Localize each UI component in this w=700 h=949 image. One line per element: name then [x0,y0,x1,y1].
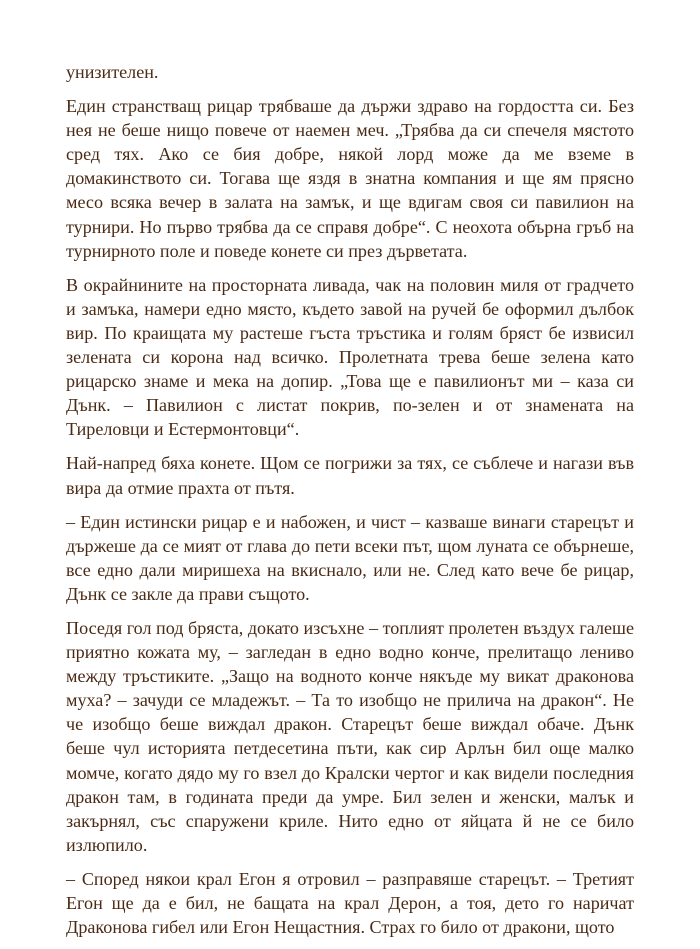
paragraph-3: В окрайнините на просторната ливада, чак на половин миля от градчето и замъка, намери едно място, където завой на ручей бе оформил дълбок вир. По краищата му растеше гъста тръстика и голям бряст бе извисил зелената си корона над всичко. Пролетната трева беше зелена като рицарско знаме и мека на допир. „Това ще е павилионът ми – каза си Дънк. – Павилион с листат покрив, по-зелен и от знамената на Тиреловци и Естермонтовци“. [66,274,634,440]
paragraph-7: – Според някои крал Егон я отровил – разправяше старецът. – Третият Егон ще да е бил, не бащата на крал Дерон, а тоя, дето го наричат Драконова гибел или Егон Нещастния. Страх го било от дракони, щото [66,868,634,938]
page-body [66,60,634,949]
paragraph-5: – Един истински рицар е и набожен, и чист – казваше винаги старецът и държеше да се мият от глава до пети всеки път, щом луната се обърнеше, все едно дали миришеха на вкиснало, или не. След като вече бе рицар, Дънк се закле да прави същото. [66,511,634,604]
paragraph-4: Най-напред бяха конете. Щом се погрижи за тях, се съблече и нагази във вира да отмие прахта от пътя. [66,453,634,498]
paragraph-6: Поседя гол под бряста, докато изсъхне – топлият пролетен въздух галеше приятно кожата му, – загледан в едно водно конче, прелитащо лениво между тръстиките. „Защо на водното конче някъде му викат драконова муха? – зачуди се младежът. – Та то изобщо не прилича на дракон“. Не че изобщо беше виждал дракон. Старецът беше виждал обаче. Дънк беше чул историята петдесетина пъти, как сир Арлън бил още малко момче, когато дядо му го взел до Кралски чертог и как видели последния дракон там, в годината преди да умре. Бил зелен и женски, малък и закърнял, със спаружени криле. Нито едно от яйцата й не се било излюпило. [66,617,634,855]
paragraph-1: унизителен. [66,62,159,82]
paragraph-2: Един странстващ рицар трябваше да държи здраво на гордостта си. Без нея не беше нищо повече от наемен меч. „Трябва да си спечеля мястото сред тях. Ако се бия добре, някой лорд може да ме вземе в домакинството си. Тогава ще яздя в знатна компания и ще ям прясно месо всяка вечер в залата на замък, и ще вдигам своя си павилион на турнири. Но първо трябва да се справя добре“. С неохота обърна гръб на турнирното поле и поведе конете си през дърветата. [66,96,634,261]
